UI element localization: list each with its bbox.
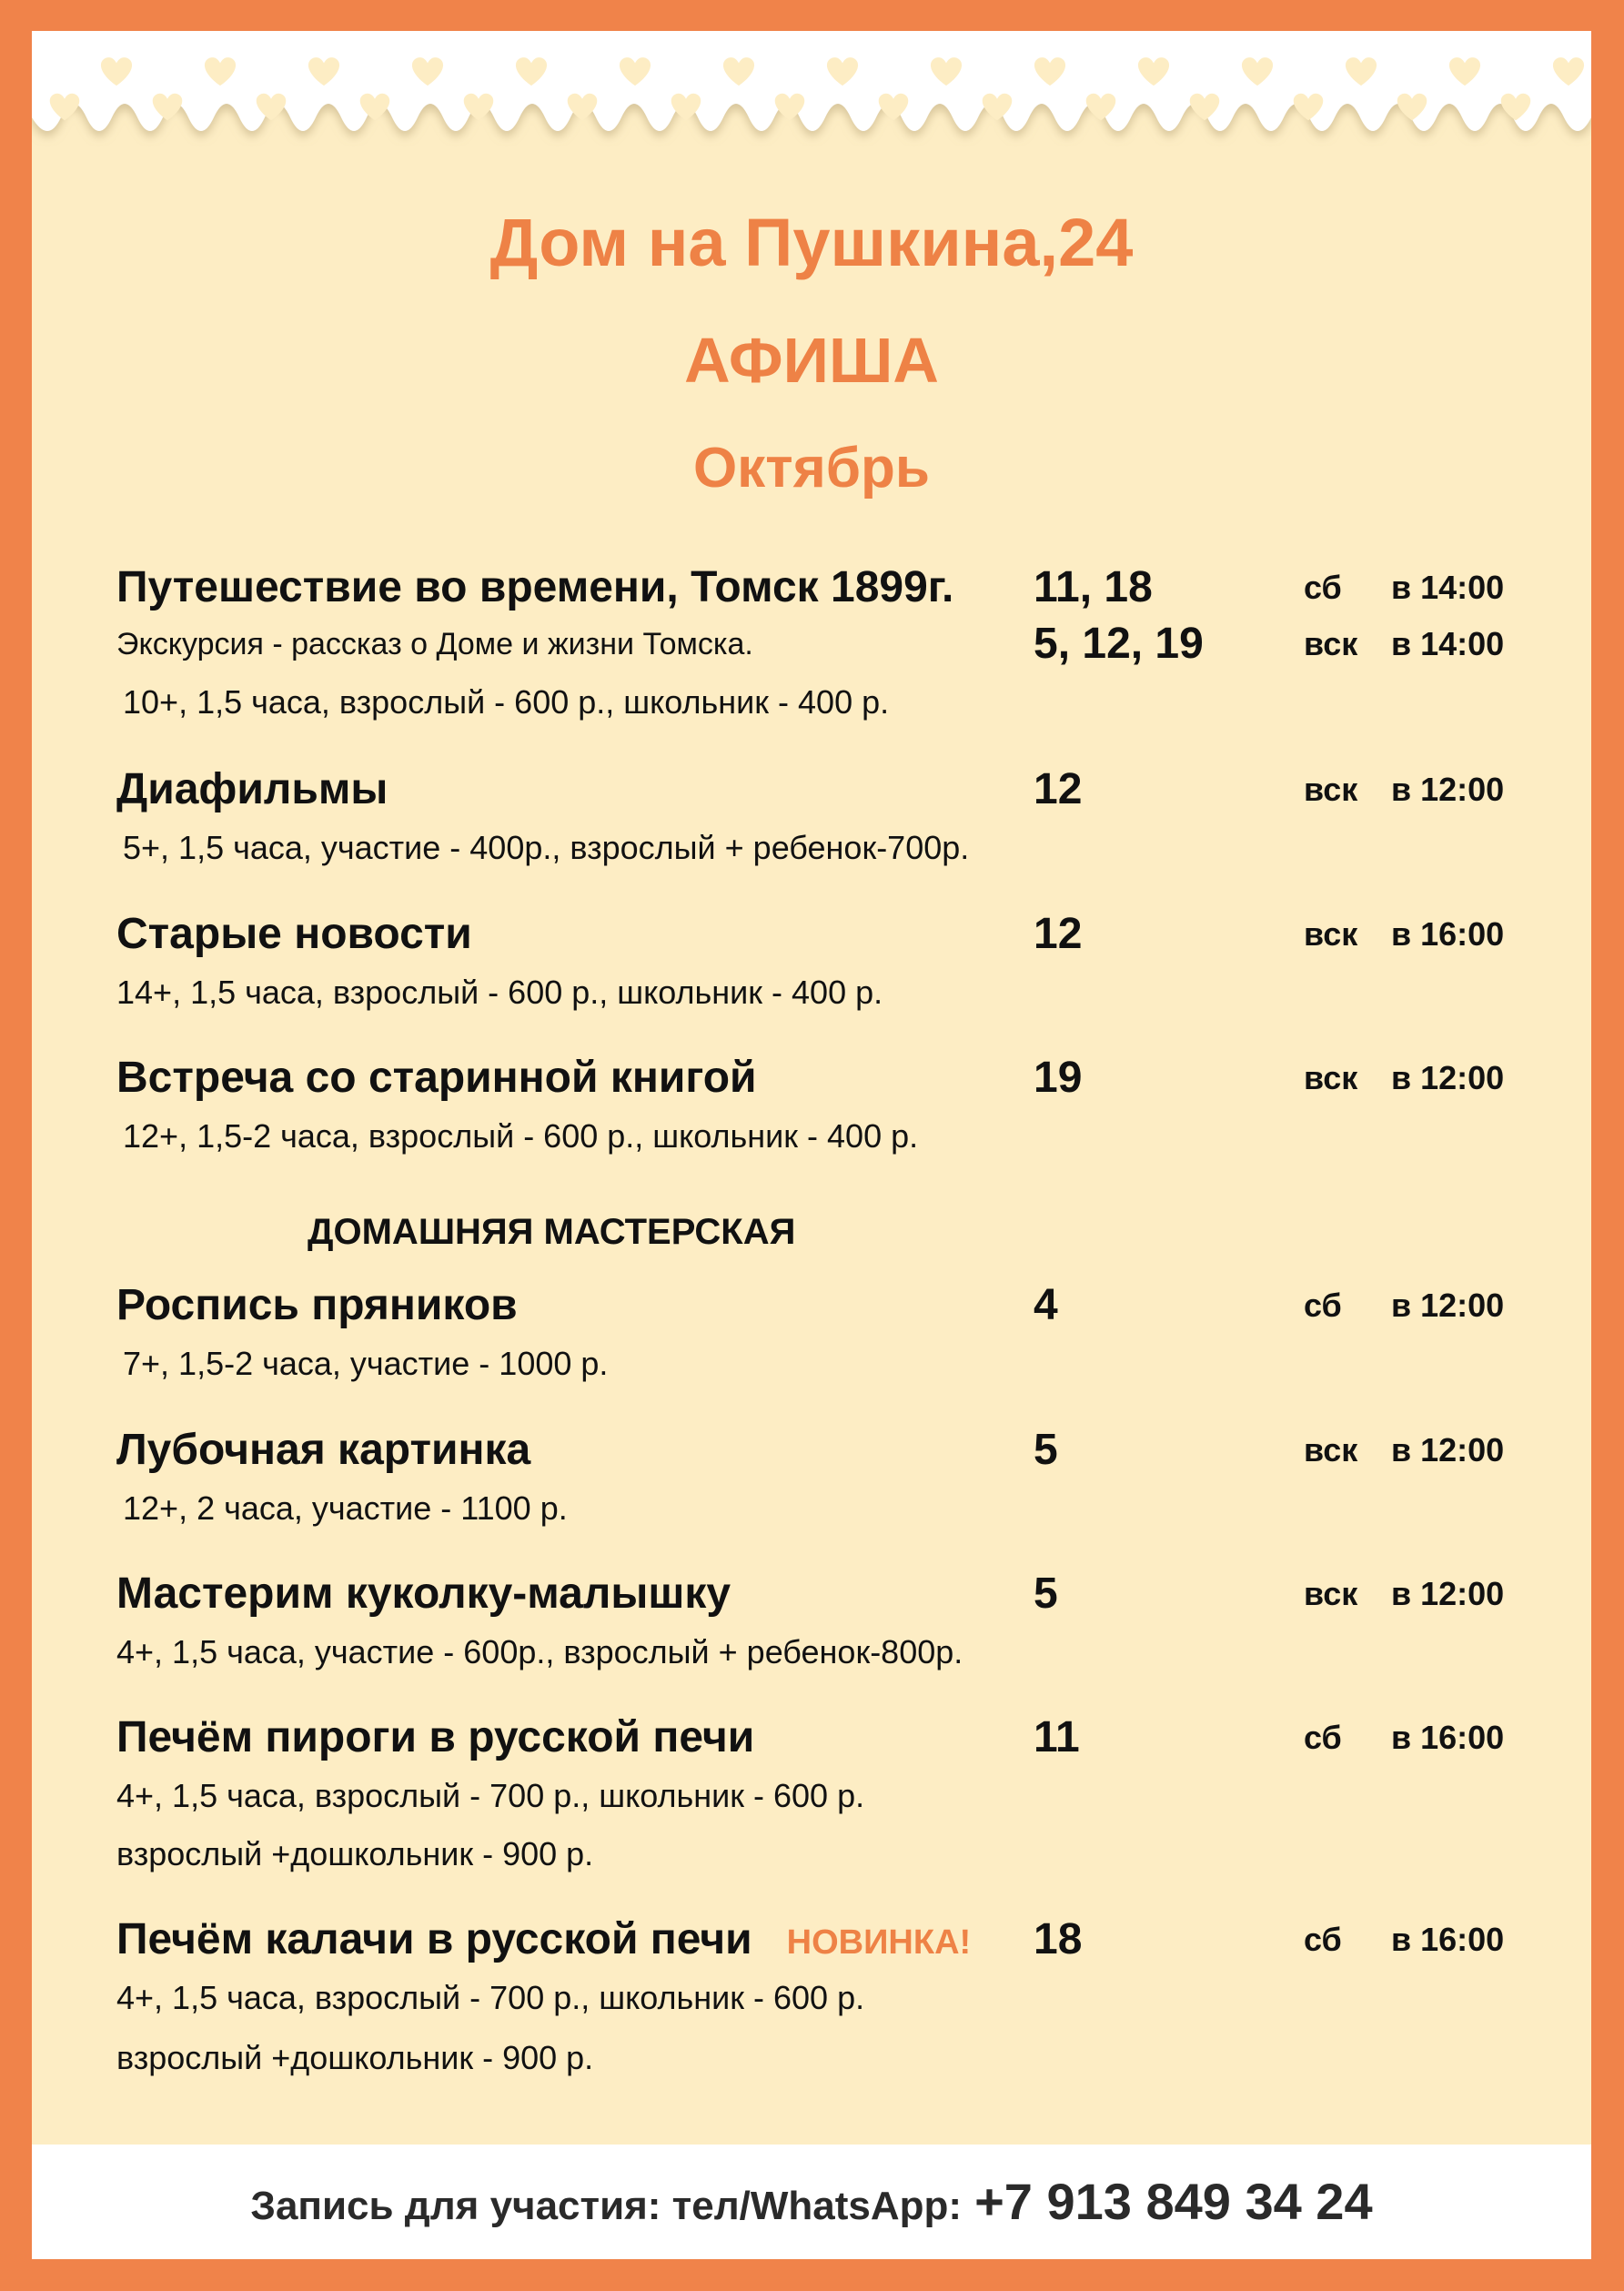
poster-title: АФИША: [684, 325, 939, 396]
event-time: в 12:00: [1391, 771, 1505, 808]
event-detail: 7+, 1,5-2 часа, участие - 1000 р.: [123, 1345, 609, 1382]
event-time: в 12:00: [1391, 1287, 1505, 1324]
event-day: вск: [1304, 771, 1358, 808]
event-day: вск: [1304, 1431, 1358, 1468]
event-day: сб: [1304, 1719, 1342, 1756]
event-day: сб: [1304, 1287, 1342, 1324]
event-name: Печём пироги в русской печи: [116, 1713, 755, 1761]
month-title: Октябрь: [692, 437, 931, 500]
poster-sheet: [32, 31, 1591, 2145]
event-time: в 16:00: [1391, 1719, 1505, 1756]
event-detail: Экскурсия - рассказ о Доме и жизни Томска.: [116, 627, 753, 661]
event-day: сб: [1304, 569, 1342, 606]
event-detail: 4+, 1,5 часа, взрослый - 700 р., школьник - 600 р.: [116, 1777, 865, 1814]
event-time: в 12:00: [1391, 1059, 1505, 1096]
phone-number[interactable]: +7 913 849 34 24: [974, 2173, 1373, 2230]
event-day: сб: [1304, 1921, 1342, 1958]
event-time: в 14:00: [1391, 625, 1505, 662]
event-day: вск: [1304, 1575, 1358, 1612]
event-detail: 14+, 1,5 часа, взрослый - 600 р., школьник - 400 р.: [116, 974, 883, 1011]
event-detail: взрослый +дошкольник - 900 р.: [116, 1835, 594, 1872]
event-day: вск: [1304, 915, 1358, 953]
event-time: в 14:00: [1391, 569, 1505, 606]
event-dates: 5: [1034, 1426, 1058, 1474]
event-time: в 16:00: [1391, 915, 1505, 953]
event-time: в 12:00: [1391, 1575, 1505, 1612]
event-name-text: Печём калачи в русской печи: [116, 1915, 752, 1963]
event-detail: 5+, 1,5 часа, участие - 400р., взрослый + ребенок-700р.: [123, 829, 970, 866]
event-dates: 5, 12, 19: [1034, 620, 1204, 668]
event-name: Мастерим куколку-малышку: [116, 1569, 731, 1618]
event-detail: 12+, 2 часа, участие - 1100 р.: [123, 1489, 568, 1527]
event-name: Диафильмы: [116, 765, 388, 813]
workshop-section-title: ДОМАШНЯЯ МАСТЕРСКАЯ: [308, 1212, 796, 1252]
new-badge: НОВИНКА!: [786, 1923, 972, 1962]
venue-title: Дом на Пушкина,24: [489, 205, 1134, 280]
event-dates: 4: [1034, 1281, 1058, 1329]
event-dates: 5: [1034, 1569, 1058, 1618]
event-time: в 16:00: [1391, 1921, 1505, 1958]
event-name: Лубочная картинка: [116, 1426, 531, 1474]
event-detail: 10+, 1,5 часа, взрослый - 600 р., школьник - 400 р.: [123, 683, 890, 721]
event-name: Путешествие во времени, Томск 1899г.: [116, 563, 954, 611]
event-detail: 4+, 1,5 часа, участие - 600р., взрослый + ребенок-800р.: [116, 1633, 963, 1670]
footer-label: Запись для участия: тел/WhatsApp:: [250, 2184, 963, 2228]
event-name: Роспись пряников: [116, 1281, 518, 1329]
event-dates: 12: [1034, 910, 1083, 958]
footer-contact: [32, 2145, 1591, 2259]
event-name: Старые новости: [116, 910, 472, 958]
event-time: в 12:00: [1391, 1431, 1505, 1468]
event-day: вск: [1304, 1059, 1358, 1096]
event-dates: 11, 18: [1034, 563, 1153, 611]
event-name: Встреча со старинной книгой: [116, 1054, 757, 1102]
event-detail: 4+, 1,5 часа, взрослый - 700 р., школьник - 600 р.: [116, 1979, 865, 2016]
event-dates: 12: [1034, 765, 1083, 813]
event-dates: 18: [1034, 1915, 1083, 1963]
event-detail: 12+, 1,5-2 часа, взрослый - 600 р., школьник - 400 р.: [123, 1117, 919, 1155]
event-dates: 11: [1034, 1713, 1080, 1761]
event-detail: взрослый +дошкольник - 900 р.: [116, 2039, 594, 2076]
event-day: вск: [1304, 625, 1358, 662]
footer-bar: [32, 2145, 1591, 2259]
event-dates: 19: [1034, 1054, 1083, 1102]
event-name: [116, 1913, 971, 1970]
lace-border-decoration: [32, 31, 1591, 167]
